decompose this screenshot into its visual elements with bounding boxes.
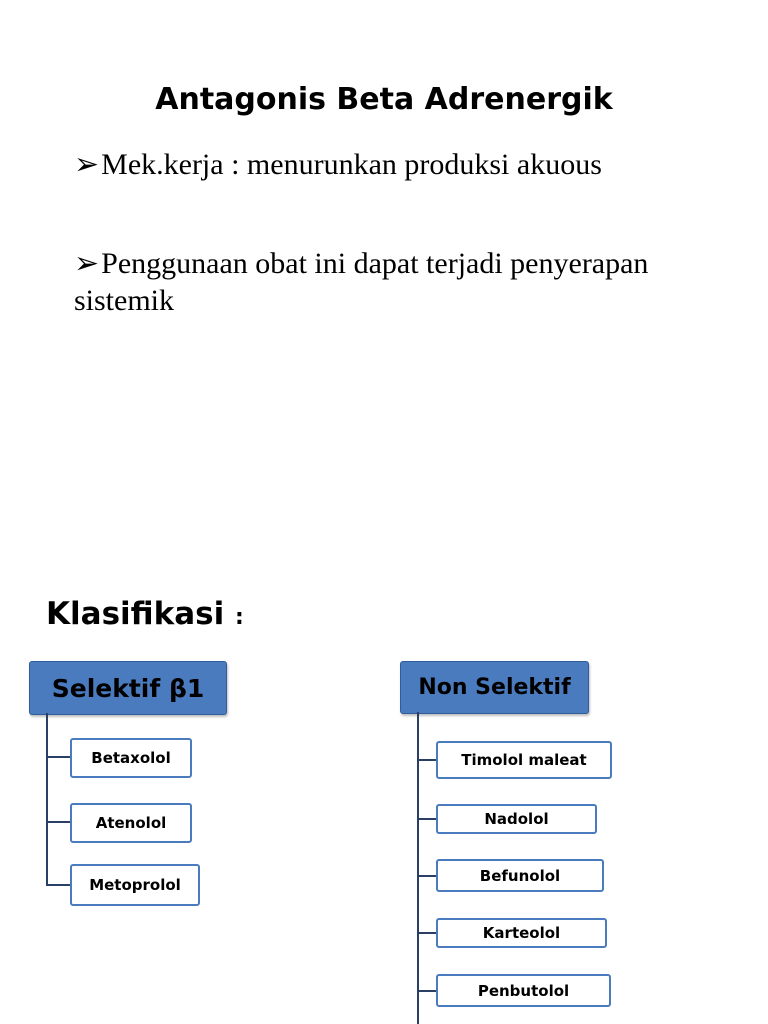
item-nadolol: Nadolol (436, 804, 597, 834)
bullet-mechanism (74, 146, 734, 183)
connector-branch (417, 818, 436, 820)
arrow-bullet-icon: ➢ (74, 247, 100, 280)
classification-colon: : (235, 605, 244, 630)
connector-branch (417, 990, 436, 992)
bullet-text: Mek.kerja : menurunkan produksi akuous (101, 148, 602, 181)
connector-branch (417, 932, 436, 934)
group-non-selektif: Non Selektif (400, 661, 589, 714)
connector-branch (417, 875, 436, 877)
connector-branch (417, 759, 436, 761)
connector-vertical (46, 713, 48, 886)
item-befunolol: Befunolol (436, 859, 604, 892)
classification-heading (46, 596, 244, 632)
classification-heading-text: Klasifikasi (46, 596, 225, 632)
group-selektif-b1: Selektif β1 (29, 661, 227, 715)
slide-title: Antagonis Beta Adrenergik (155, 82, 613, 117)
item-timolol-maleat: Timolol maleat (436, 741, 612, 779)
bullet-usage (74, 245, 734, 319)
bullet-text: Penggunaan obat ini dapat terjadi penyerapan sistemik (74, 247, 649, 317)
item-atenolol: Atenolol (70, 803, 192, 843)
connector-branch (46, 821, 70, 823)
connector-branch (46, 756, 70, 758)
connector-branch (46, 884, 70, 886)
item-betaxolol: Betaxolol (70, 738, 192, 778)
item-metoprolol: Metoprolol (70, 864, 200, 906)
arrow-bullet-icon: ➢ (74, 148, 100, 181)
item-penbutolol: Penbutolol (436, 974, 611, 1007)
item-karteolol: Karteolol (436, 918, 607, 948)
